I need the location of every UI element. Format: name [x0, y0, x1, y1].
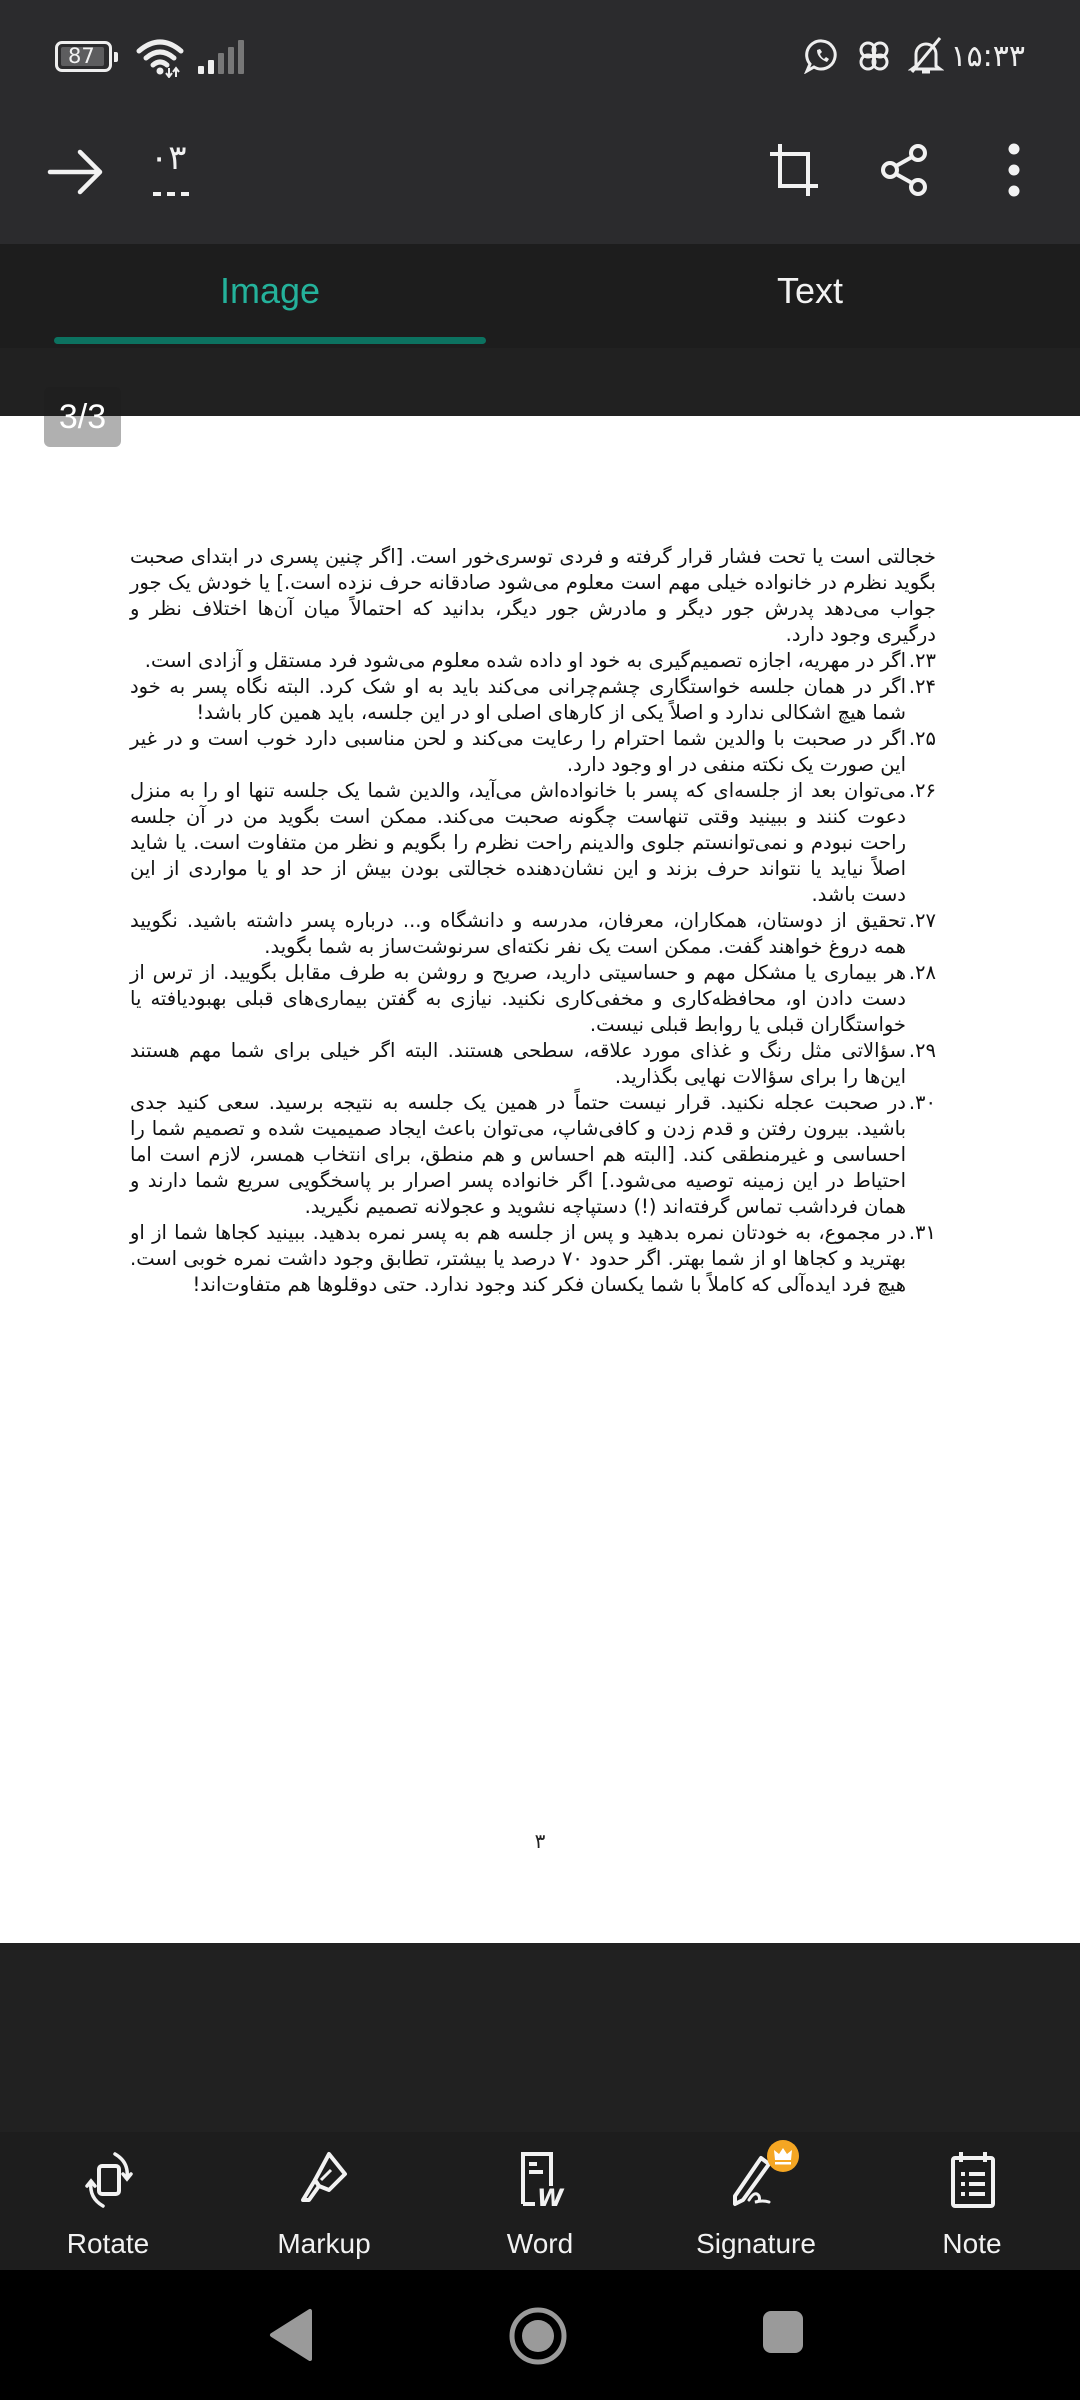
list-item [130, 1090, 936, 1220]
whatsapp-icon [804, 38, 840, 74]
list-item [130, 908, 936, 960]
item-text: اگر در صحبت با والدین شما احترام را رعایت می‌کند و لحن مناسبی دارد خوب است و در غیر این صورت یک نکته منفی در او وجود دارد. [130, 727, 906, 776]
title-underline [153, 192, 189, 196]
crop-icon [768, 142, 820, 198]
item-text: در صحبت عجله نکنید. قرار نیست حتماً در همین یک جلسه به نتیجه برسید. سعی کنید جدی باشید. بیرون رفتن و قدم زدن و کافی‌شاپ، می‌توان باعث ایجاد صمیمیت شده و تصمیم شما را احساسی و غیرمنطقی کند. [البته هم احساس و هم منطق، برای انتخاب همسر، لازم است اما احتیاط در این زمینه توصیه می‌شود.] اگر خانواده پسر اصرار بر پاسخگویی سریع شما دارند و همان فرداشب تماس گرفته‌اند (!) دستپاچه نشوید و عجولانه تصمیم نگیرید. [130, 1091, 906, 1218]
notifications-off-icon [908, 36, 944, 76]
markup-button[interactable] [216, 2132, 432, 2270]
list-item [130, 1038, 936, 1090]
battery-icon [55, 41, 112, 72]
nav-back-icon[interactable] [268, 2308, 314, 2362]
note-label: Note [942, 2228, 1002, 2259]
item-text: در مجموع، به خودتان نمره بدهید و پس از جلسه هم به پسر نمره بدهید. ببینید کجاها شما از او بهترید و کجاها او از شما بهتر. اگر حدود ۷۰ درصد یا بیشتر، تطابق وجود داشت نمره خوبی است. هیچ فرد ایده‌آلی که کاملاً با شما یکسان فکر کند وجود ندارد. حتی دوقلوها هم متفاوت‌اند! [130, 1221, 906, 1296]
tab-image-label: Image [219, 270, 321, 311]
item-text: اگر در همان جلسه خواستگاری چشم‌چرانی می‌کند باید به او شک کرد. البته نگاه پسر به خود شما هیچ اشکالی ندارد و اصلاً یکی از کارهای اصلی او در این جلسه، باید همین کار باشد! [130, 675, 906, 724]
item-text: تحقیق از دوستان، همکاران، معرفان، مدرسه و دانشگاه و... درباره پسر داشته باشید. نگویید همه دروغ خواهند گفت. ممکن است یک نفر نکته‌ای سرنوشت‌ساز به شما بگوید. [130, 909, 906, 958]
rotate-button[interactable] [0, 2132, 216, 2270]
document-page[interactable] [0, 416, 1080, 1943]
document-title[interactable]: ۰۳ [150, 138, 187, 178]
item-number: ۲۷. [908, 909, 936, 932]
view-tabs [0, 244, 1080, 348]
app-notification-icon [856, 38, 892, 74]
page-indicator-badge: 3/3 [44, 387, 121, 447]
battery-level: 87 [68, 44, 95, 68]
crop-button[interactable] [762, 138, 826, 202]
list-item [130, 648, 936, 674]
share-button[interactable] [873, 138, 937, 202]
word-icon [515, 2150, 567, 2210]
item-text: هر بیماری یا مشکل مهم و حساسیتی دارید، صریح و روشن به طرف مقابل بگویید. از ترس از دست دادن او، محافظه‌کاری و مخفی‌کاری نکنید. نیازی به گفتن بیماری‌های قبلی بهبودیافته یا خواستگاران قبلی یا روابط قبلی نیست. [130, 961, 906, 1036]
more-vertical-icon [1007, 143, 1021, 197]
nav-home-icon[interactable] [508, 2306, 568, 2366]
item-number: ۳۱. [908, 1221, 936, 1244]
status-bar [0, 0, 1080, 112]
markup-label: Markup [277, 2228, 371, 2259]
list-item [130, 778, 936, 908]
item-number: ۲۶. [908, 779, 936, 802]
clock: ۱۵:۳۳ [950, 38, 1025, 74]
item-number: ۲۴. [908, 675, 936, 698]
arrow-right-icon[interactable] [46, 142, 106, 202]
item-number: ۲۵. [908, 727, 936, 750]
bottom-toolbar [0, 2132, 1080, 2270]
tab-text-label: Text [776, 270, 844, 311]
item-text: سؤالاتی مثل رنگ و غذای مورد علاقه، سطحی هستند. البته اگر خیلی برای شما مهم هستند این‌ها را برای سؤالات نهایی بگذارید. [130, 1039, 906, 1088]
note-button[interactable] [864, 2132, 1080, 2270]
word-button[interactable] [432, 2132, 648, 2270]
app-bar [0, 112, 1080, 244]
item-text: اگر در مهریه، اجازه تصمیم‌گیری به خود او داده شده معلوم می‌شود فرد مستقل و آزادی است. [144, 649, 906, 672]
nav-recents-icon[interactable] [762, 2310, 804, 2354]
signal-icon [196, 40, 244, 74]
item-number: ۲۸. [908, 961, 936, 984]
premium-crown-icon [767, 2140, 799, 2172]
item-number: ۲۳. [908, 649, 936, 672]
active-tab-indicator [54, 337, 486, 344]
rotate-label: Rotate [66, 2228, 150, 2259]
signature-label: Signature [696, 2228, 816, 2259]
system-nav-bar [0, 2270, 1080, 2400]
signature-button[interactable] [648, 2132, 864, 2270]
page-text [130, 544, 936, 1298]
wifi-icon [136, 38, 184, 78]
markup-icon [299, 2150, 351, 2210]
list-item [130, 674, 936, 726]
tab-text[interactable] [540, 244, 1080, 348]
list-item [130, 726, 936, 778]
list-item [130, 960, 936, 1038]
item-text: می‌توان بعد از جلسه‌ای که پسر با خانواده‌اش می‌آید، والدین شما یک جلسه تنها او را به منزل دعوت کنند و ببینید وقتی تنهاست چگونه صحبت می‌کند. ممکن است بگوید من در آن جلسه راحت نبودم و نمی‌توانستم جلوی والدینم راحت نظرم را بگویم و نظر من متفاوت است. یا شاید اصلاً نیاید یا نتواند حرف بزند و این نشان‌دهنده خجالتی بودن بیش از حد او یا مواردی از این دست باشد. [130, 779, 906, 906]
tab-image[interactable] [0, 244, 540, 348]
share-icon [880, 143, 930, 197]
svg-text:W: W [537, 2184, 564, 2210]
list-item [130, 1220, 936, 1298]
rotate-icon [83, 2150, 135, 2210]
more-options-button[interactable] [982, 138, 1046, 202]
page-number: ۳ [534, 1829, 546, 1853]
document-viewer[interactable] [0, 348, 1080, 2132]
note-icon [947, 2150, 999, 2210]
item-number: ۲۹. [908, 1039, 936, 1062]
paragraph: خجالتی است یا تحت فشار قرار گرفته و فردی توسری‌خور است. [اگر چنین پسری در ابتدای صحبت بگوید نظرم در خانواده خیلی مهم است معلوم می‌شود صادقانه حرف نزده است.] یا خودش یک جور جواب می‌دهد پدرش جور دیگر و مادرش جور دیگر، بدانید که احتمالاً میان آن‌ها اختلاف نظر و درگیری وجود دارد. [130, 545, 936, 646]
word-label: Word [506, 2228, 574, 2259]
item-number: ۳۰. [908, 1091, 936, 1114]
